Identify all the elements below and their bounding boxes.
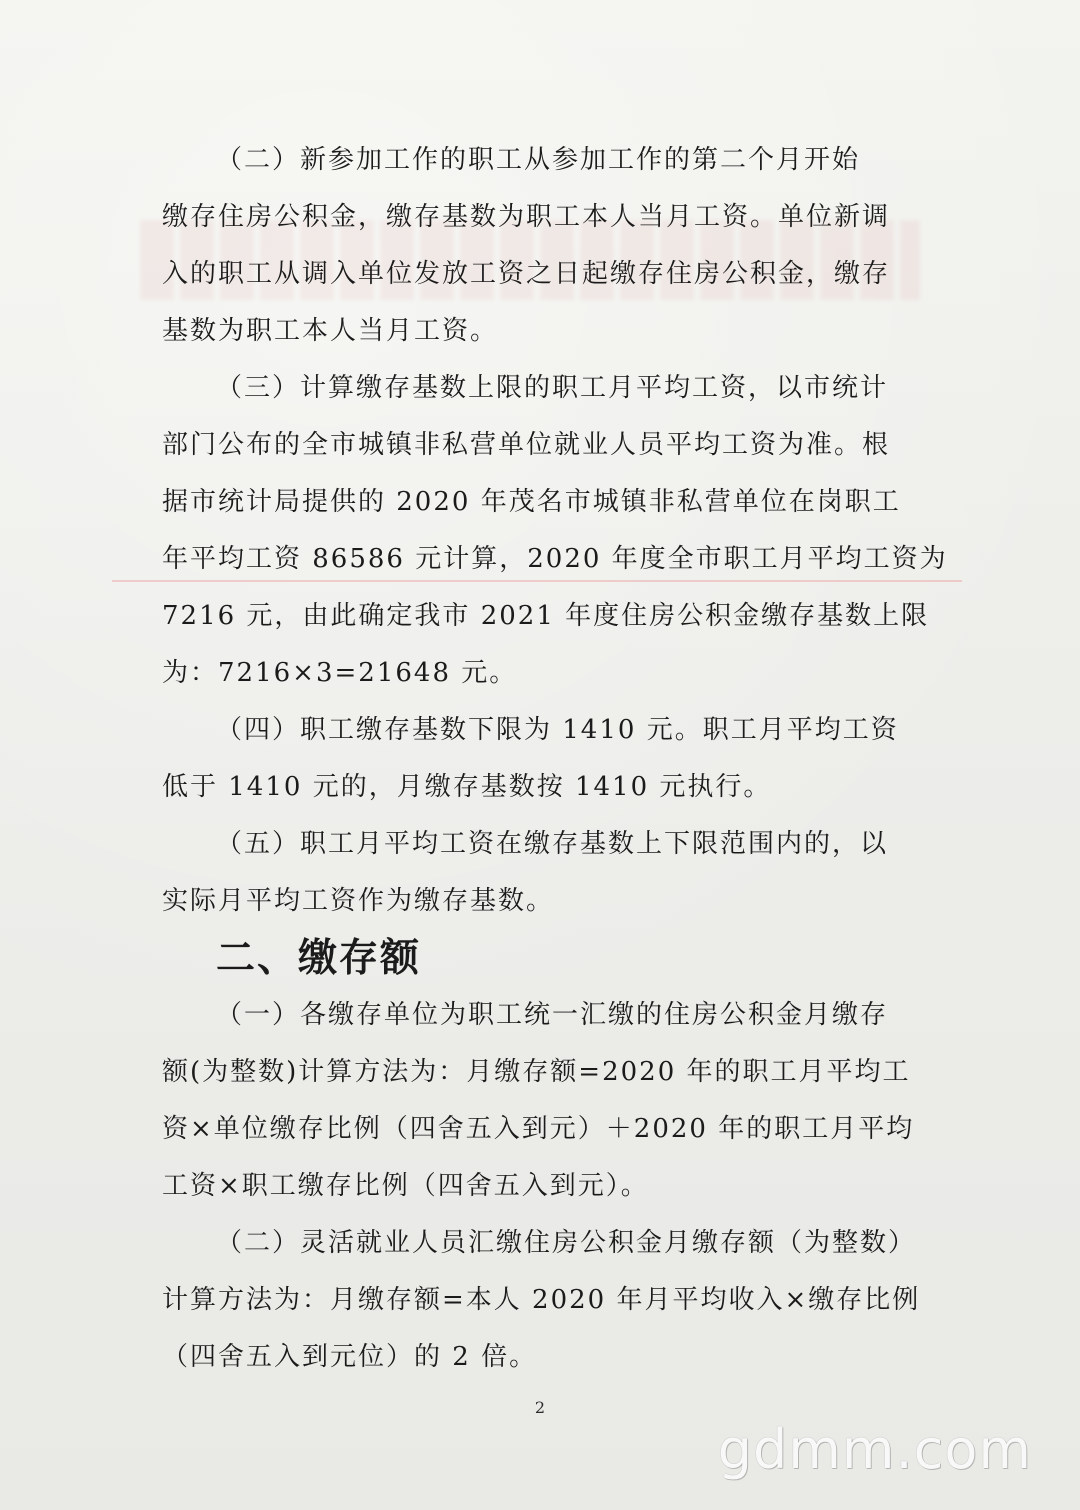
paragraph-2 (162, 132, 910, 360)
text-line: 为：7216×3=21648 元。 (162, 658, 518, 688)
text-line: （四）职工缴存基数下限为 1410 元。职工月平均工资 (216, 715, 899, 745)
text-line: 计算方法为：月缴存额=本人 2020 年月平均收入×缴存比例 (162, 1285, 921, 1315)
paragraph-2-2 (162, 1215, 921, 1386)
text-line: （一）各缴存单位为职工统一汇缴的住房公积金月缴存 (216, 1000, 889, 1030)
text-line: 工资×职工缴存比例（四舍五入到元）。 (162, 1171, 649, 1201)
site-watermark: gdmm.com (717, 1418, 1032, 1481)
text-line: （五）职工月平均工资在缴存基数上下限范围内的，以 (216, 829, 889, 859)
text-line: 资×单位缴存比例（四舍五入到元）＋2020 年的职工月平均 (162, 1114, 915, 1144)
text-line: 7216 元，由此确定我市 2021 年度住房公积金缴存基数上限 (162, 601, 930, 631)
text-line: 入的职工从调入单位发放工资之日起缴存住房公积金，缴存 (162, 259, 891, 289)
page-number: 2 (534, 1398, 546, 1417)
paragraph-2-1 (162, 987, 915, 1215)
text-line: 据市统计局提供的 2020 年茂名市城镇非私营单位在岗职工 (162, 487, 901, 517)
text-line: 低于 1410 元的，月缴存基数按 1410 元执行。 (162, 772, 772, 802)
text-line: （二）新参加工作的职工从参加工作的第二个月开始 (216, 145, 861, 175)
paragraph-3 (162, 360, 948, 702)
section-title-contribution-amount: 二、缴存额 (216, 936, 422, 981)
document-content (162, 132, 948, 1386)
text-line: （四舍五入到元位）的 2 倍。 (162, 1342, 538, 1372)
text-line: （二）灵活就业人员汇缴住房公积金月缴存额（为整数） (216, 1228, 917, 1258)
text-line: 额(为整数)计算方法为：月缴存额=2020 年的职工月平均工 (162, 1057, 911, 1087)
text-line: 部门公布的全市城镇非私营单位就业人员平均工资为准。根 (162, 430, 891, 460)
text-line: 缴存住房公积金，缴存基数为职工本人当月工资。单位新调 (162, 202, 891, 232)
paragraph-4 (162, 702, 910, 816)
paragraph-5 (162, 816, 910, 930)
text-line: 实际月平均工资作为缴存基数。 (162, 886, 555, 916)
text-line: 基数为职工本人当月工资。 (162, 316, 499, 346)
text-line: （三）计算缴存基数上限的职工月平均工资，以市统计 (216, 373, 889, 403)
text-line: 年平均工资 86586 元计算，2020 年度全市职工月平均工资为 (162, 544, 948, 574)
